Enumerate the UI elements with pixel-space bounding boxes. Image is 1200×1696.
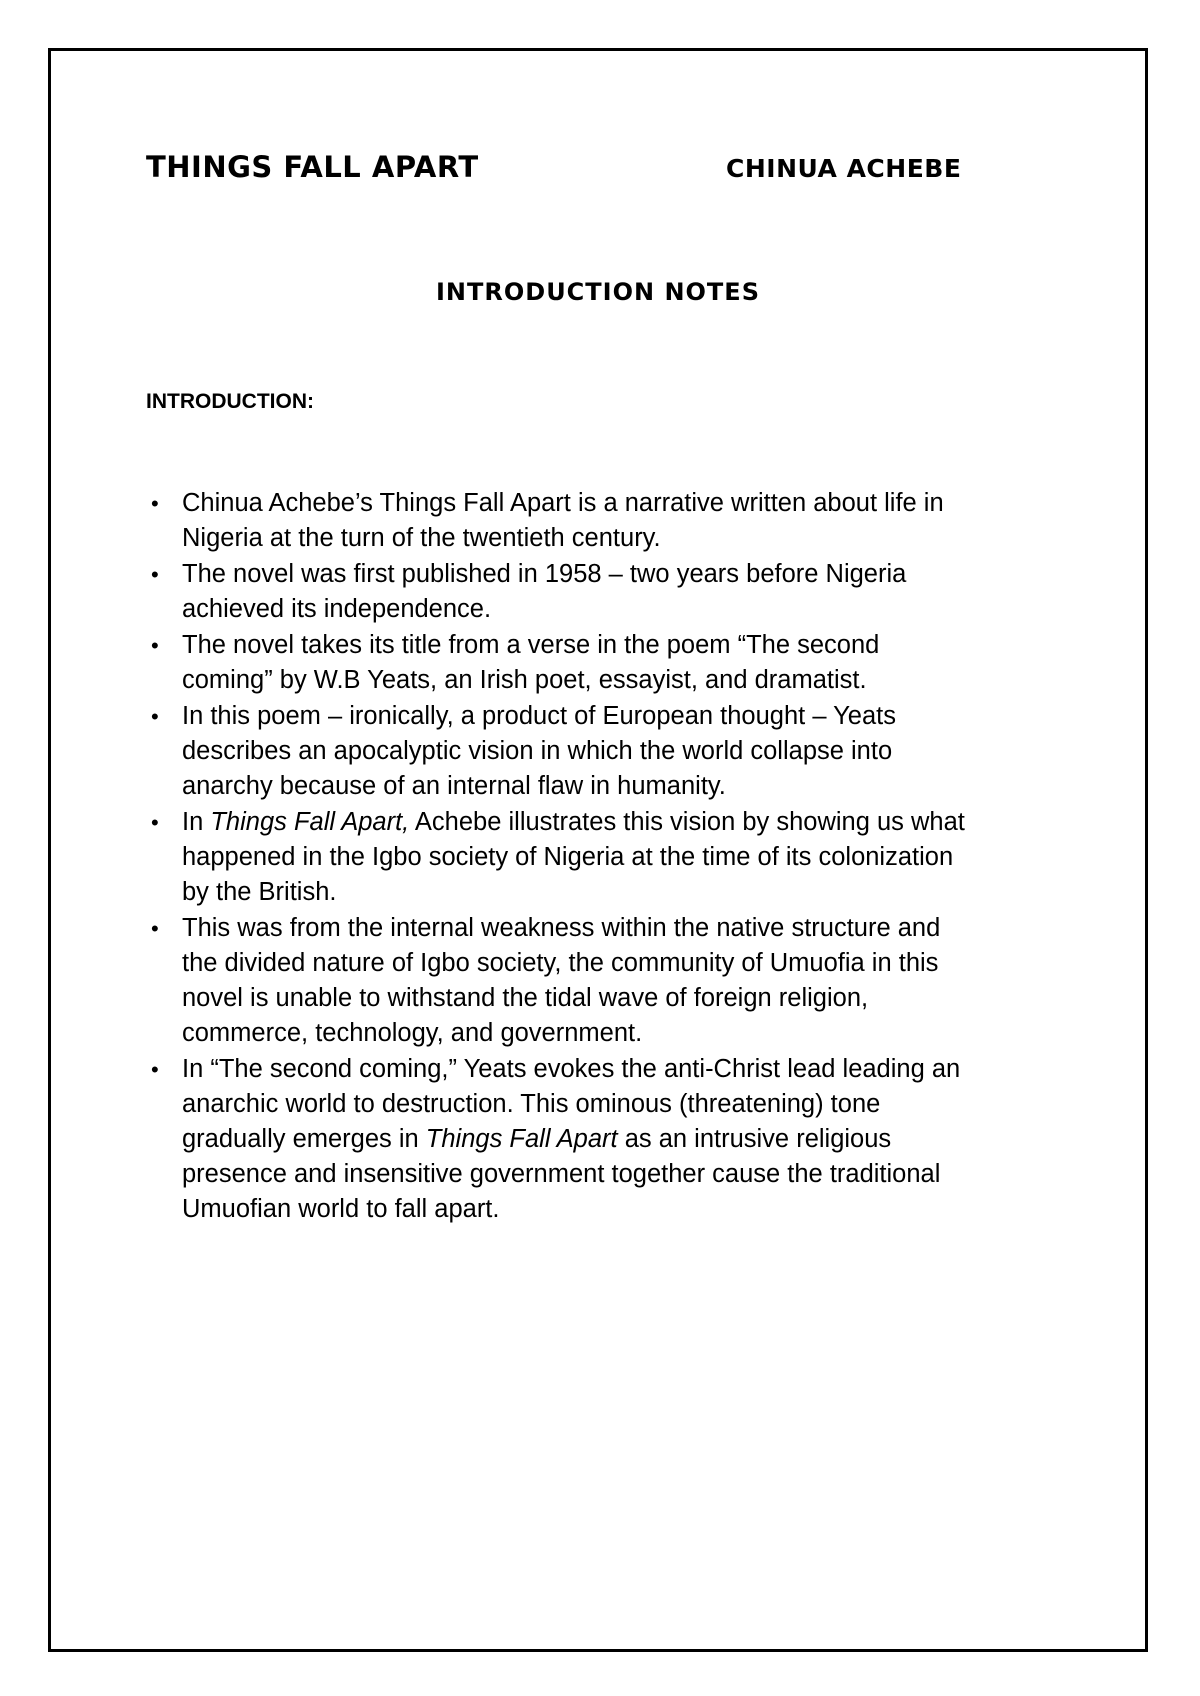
bullet-line: happened in the Igbo society of Nigeria at the time of its colonization [182, 843, 954, 871]
bullet-line: the divided nature of Igbo society, the community of Umuofia in this [182, 949, 939, 977]
bullet-icon: • [151, 704, 159, 729]
bullet-line: achieved its independence. [182, 595, 492, 623]
bullet-list [146, 486, 1086, 1228]
author-name: CHINUA ACHEBE [726, 154, 962, 183]
bullet-line: Nigeria at the turn of the twentieth century. [182, 524, 661, 552]
bullet-line: anarchy because of an internal flaw in humanity. [182, 772, 726, 800]
bullet-line: Chinua Achebe’s Things Fall Apart is a narrative written about life in [182, 489, 944, 517]
bullet-line: Umuofian world to fall apart. [182, 1195, 500, 1223]
bullet-line: anarchic world to destruction. This ominous (threatening) tone [182, 1090, 881, 1118]
list-item [146, 557, 1086, 627]
list-item [146, 699, 1086, 804]
bullet-line-prefix: In [182, 808, 211, 836]
bullet-icon: • [151, 916, 159, 941]
title-row [146, 150, 1026, 190]
bullet-line: presence and insensitive government together cause the traditional [182, 1160, 941, 1188]
list-item [146, 1052, 1086, 1227]
bullet-icon: • [151, 562, 159, 587]
bullet-line-rest: -Christ lead leading an [705, 1055, 961, 1083]
list-item [146, 486, 1086, 556]
bullet-icon: • [151, 633, 159, 658]
bullet-line-rest: Achebe illustrates this vision by showing us what [409, 808, 965, 836]
section-label: INTRODUCTION: [146, 390, 314, 413]
italic-book-title: Things Fall Apart, [210, 808, 410, 836]
bullet-line: The novel was first published in 1958 – two years before Nigeria [182, 560, 907, 588]
book-title: THINGS FALL APART [146, 150, 479, 184]
notes-heading: INTRODUCTION NOTES [436, 278, 760, 306]
bullet-line: describes an apocalyptic vision in which the world collapse into [182, 737, 893, 765]
bullet-icon: • [151, 491, 159, 516]
bullet-line-rest: as an intrusive religious [617, 1125, 892, 1153]
bullet-line: commerce, technology, and government. [182, 1019, 643, 1047]
bullet-line: The novel takes its title from a verse in the poem “The second [182, 631, 880, 659]
bullet-line: novel is unable to withstand the tidal wave of foreign religion, [182, 984, 869, 1012]
list-item [146, 805, 1086, 910]
bullet-line: by the British. [182, 878, 337, 906]
bullet-icon: • [151, 1057, 159, 1082]
bullet-line: coming” by W.B Yeats, an Irish poet, essayist, and dramatist. [182, 666, 867, 694]
italic-book-title: Things Fall Apart [425, 1125, 618, 1153]
bullet-icon: • [151, 810, 159, 835]
bullet-line: In this poem – ironically, a product of European thought – Yeats [182, 702, 896, 730]
list-item [146, 628, 1086, 698]
bullet-line-prefix: gradually emerges in [182, 1125, 426, 1153]
bullet-line: This was from the internal weakness within the native structure and [182, 914, 941, 942]
list-item [146, 911, 1086, 1051]
bullet-line-bold: In “The second coming,” Yeats evokes the anti [182, 1055, 706, 1083]
